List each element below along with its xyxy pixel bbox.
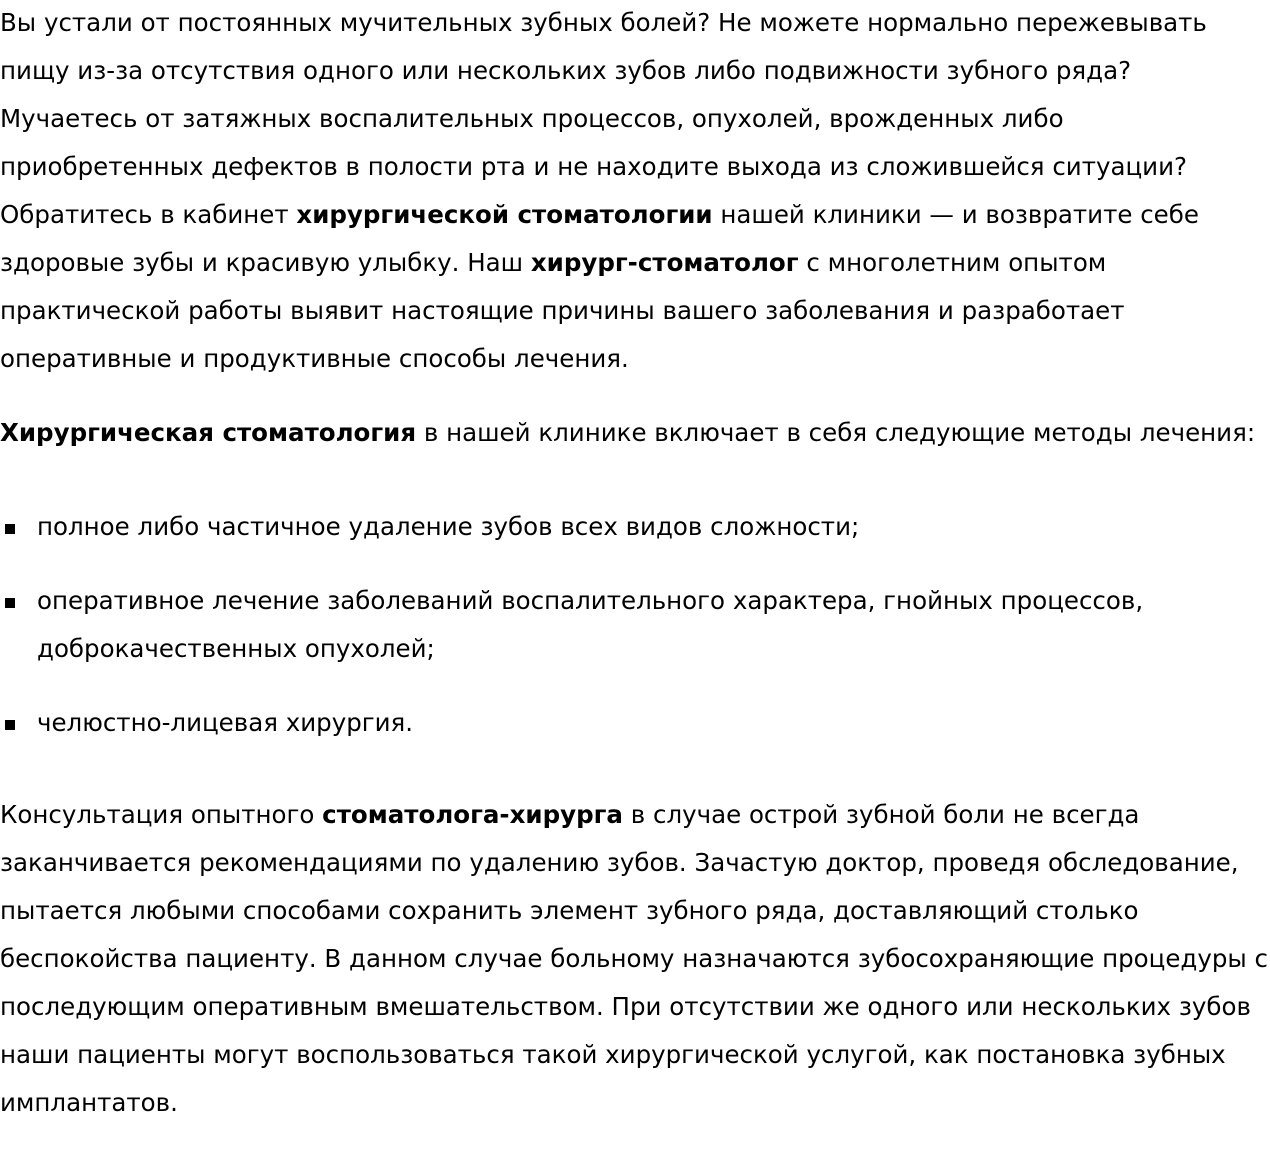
square-bullet-icon (5, 598, 15, 608)
methods-list (0, 503, 1270, 747)
intro-bold-surgeon-dentist: хирург-стоматолог (530, 248, 799, 277)
consultation-text-1: Консультация опытного (0, 800, 323, 829)
list-item-text: полное либо частичное удаление зубов всех видов сложности; (37, 512, 860, 541)
list-item-text: челюстно-лицевая хирургия. (37, 708, 414, 737)
consultation-paragraph (0, 791, 1270, 1127)
intro-bold-surgical-dentistry: хирургической стоматологии (296, 200, 713, 229)
list-item-text: оперативное лечение заболеваний воспалительного характера, гнойных процессов, доброкачественных опухолей; (37, 586, 1144, 663)
intro-text-3: с многолетним опытом практической работы выявит настоящие причины вашего заболевания и разработает оперативные и продуктивные способы лечения. (0, 248, 1125, 373)
square-bullet-icon (5, 524, 15, 534)
intro-text-1: Вы устали от постоянных мучительных зубных болей? Не можете нормально пережевывать пищу из-за отсутствия одного или нескольких зубов либо подвижности зубного ряда? Мучаетесь от затяжных воспалительных процессов, опухолей, врожденных либо приобретенных дефектов в полости рта и не находите выхода из сложившейся ситуации? Обратитесь в кабинет (0, 8, 1207, 229)
intro-text-2: нашей клиники — и возвратите себе здоровые зубы и красивую улыбку. Наш (0, 200, 1199, 277)
square-bullet-icon (5, 720, 15, 730)
methods-intro-paragraph (0, 409, 1270, 457)
list-item (0, 577, 1270, 673)
methods-intro-text: в нашей клинике включает в себя следующие методы лечения: (416, 418, 1256, 447)
list-item (0, 503, 1270, 551)
consultation-text-2: в случае острой зубной боли не всегда заканчивается рекомендациями по удалению зубов. Зачастую доктор, проведя обследование, пытается любыми способами сохранить элемент зубного ряда, доставляющий столько беспокойства пациенту. В данном случае больному назначаются зубосохраняющие процедуры с последующим оперативным вмешательством. При отсутствии же одного или нескольких зубов наши пациенты могут воспользоваться такой хирургической услугой, как постановка зубных имплантатов. (0, 800, 1268, 1117)
intro-paragraph (0, 0, 1270, 383)
methods-intro-bold: Хирургическая стоматология (0, 418, 417, 447)
list-item (0, 699, 1270, 747)
consultation-bold-dentist-surgeon: стоматолога-хирурга (322, 800, 623, 829)
